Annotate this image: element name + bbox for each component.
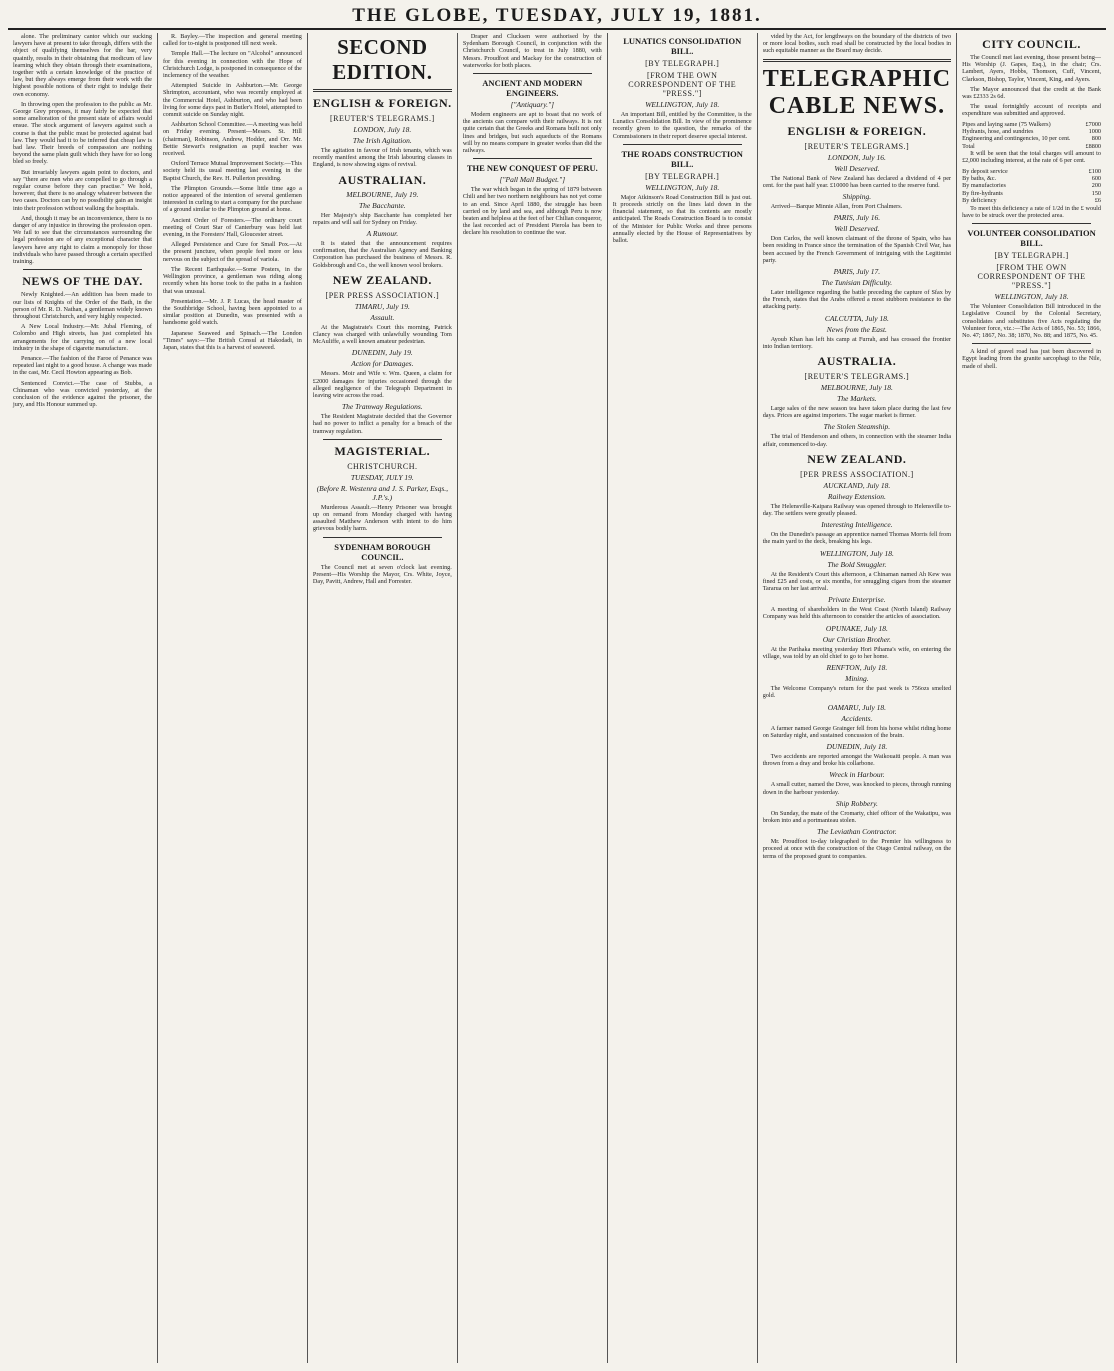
list-item: By manufactories 200 [962, 182, 1101, 190]
list-item: By fire-hydrants 150 [962, 189, 1101, 197]
subheading: The Leviathan Contractor. [817, 827, 897, 837]
dateline: MELBOURNE, July 19. [346, 189, 419, 199]
column-1 [8, 33, 158, 1363]
section-heading: THE ROADS CONSTRUCTION BILL. [621, 148, 743, 169]
dateline: LONDON, July 16. [827, 152, 886, 162]
subheading: The Markets. [837, 394, 877, 404]
subheading: Well Deserved. [834, 163, 880, 173]
article-text: It is stated that the announcement requires confirmation, that the Australian Agency and Banking Corporation has purchased the business of Messrs. R. Goldsbrough and Co., the well known wool brokers. [312, 240, 452, 269]
section-heading: TELEGRAPHIC [762, 65, 952, 92]
dateline: AUCKLAND, July 18. [823, 480, 891, 490]
subheading: Wreck in Harbour. [829, 770, 885, 780]
dateline: LONDON, July 18. [353, 125, 412, 134]
subheading: News from the East. [826, 324, 887, 334]
article-text: Her Majesty's ship Bacchante has completed her repairs and will sail for Sydney on Friday. [312, 211, 452, 226]
agency-line: [REUTER'S TELEGRAMS.] [804, 372, 910, 382]
column-7 [957, 33, 1106, 1363]
bench-line: (Before R. Westenra and J. S. Parker, Esqs., J.P.'s.) [316, 483, 448, 502]
dateline: CALCUTTA, July 18. [824, 313, 889, 323]
section-heading: MAGISTERIAL. [334, 443, 431, 458]
article-text: Presentation.—Mr. J. P. Lucas, the head master of the Southbridge School, having been appointed to a similar position at Dunedin, was presented with a handsome gold watch. [162, 297, 302, 327]
dateline: WELLINGTON, July 18. [645, 100, 720, 109]
article-text: A kind of gravel road has just been discovered in Egypt leading from the granite sarcophagi to the Nile, made of shell. [962, 348, 1101, 370]
article-text: Newly Knighted.—An addition has been made to our lists of Knights of the Order of the Bath, in the person of Mr. R. D. Nathan, a gentleman widely known throughout Christchurch, and very highly respected. [13, 291, 152, 320]
subheading: The Bacchante. [359, 200, 406, 210]
subheading: Mining. [845, 674, 869, 684]
article-text: A small cutter, named the Dove, was knocked to pieces, through running down in the harbour yesterday. [762, 781, 952, 796]
article-text: Large sales of the new season tea have taken place during the last few days. Prices are against importers. The sugar market is firmer. [762, 405, 952, 420]
subheading: CHRISTCHURCH. [347, 461, 418, 471]
list-item: By deposit service £100 [962, 167, 1101, 175]
section-heading: ENGLISH & FOREIGN. [787, 123, 927, 138]
article-text: The Recent Earthquake.—Some Posters, in the Wellington province, a gentleman was riding along recently when his horse took to the paths in a fashion that was unusual. [162, 265, 302, 295]
dateline: PARIS, July 16. [833, 213, 881, 223]
article-text: The Mayor announced that the credit at the Bank was £2333 2s 6d. [962, 85, 1101, 101]
section-heading: CITY COUNCIL. [982, 37, 1081, 51]
article-text: At the Resident's Court this afternoon, a Chinaman named Ah Kew was fined £25 and costs, or six months, for smuggling cigars from the steamer Tararua on her last arrival. [762, 570, 952, 593]
divider [313, 89, 452, 92]
column-6 [758, 33, 957, 1363]
article-text: Major Atkinson's Road Construction Bill is just out. It proceeds strictly on the lines laid down in the financial statement, so that its contents are mostly anticipated. The Roads Construction Board is to consist of the Minister for Public Works and three persons annually elected by the House of Representatives by ballot. [612, 193, 752, 245]
article-text: The trial of Henderson and others, in connection with the steamer India affair, commenced to-day. [762, 433, 952, 448]
section-heading: NEW ZEALAND. [807, 451, 907, 466]
divider [473, 73, 592, 74]
subheading: ["Antiquary."] [510, 100, 555, 110]
dateline: WELLINGTON, July 18. [645, 182, 720, 192]
list-item: Engineering and contingencies, 10 per cent. 800 [962, 135, 1101, 143]
article-text: Temple Hall.—The lecture on "Alcohol" announced for this evening in connection with the Hope of Christchurch Lodge, is postponed in consequence of the inclemency of the weather. [162, 50, 302, 80]
divider [763, 59, 951, 62]
section-heading: ANCIENT AND MODERN ENGINEERS. [482, 78, 583, 99]
article-text: An important Bill, entitled by the Committee, is the Lunatics Consolidation Bill. In view of the prominence recently given to the question, the remarks of the Commissioners in their report deserve special interest. [612, 111, 752, 140]
article-text: A meeting of shareholders in the West Coast (North Island) Railway Company was held this afternoon to consider the articles of association. [762, 606, 952, 621]
section-heading: NEW ZEALAND. [332, 272, 432, 287]
article-text: Draper and Clucksen were authorised by the Sydenham Borough Council, in conjunction with the Christchurch Council, to treat in July 1880, with Messrs. Proudfoot and Mackay for the construction of waterworks for both places. [462, 33, 602, 69]
column-4 [458, 33, 608, 1363]
section-heading: AUSTRALIA. [817, 354, 897, 369]
article-text: At the Magistrate's Court this morning, Patrick Clancy was charged with unlawfully wounding Tom McAuliffe, a well known amateur pedestrian. [312, 323, 452, 346]
subheading: The Tramway Regulations. [342, 402, 423, 412]
article-text: To meet this deficiency a rate of 1/2d in the £ would have to be struck over the protected area. [962, 204, 1101, 219]
agency-line: [FROM THE OWN CORRESPONDENT OF THE "PRESS."] [977, 263, 1086, 291]
column-5 [608, 33, 758, 1363]
masthead [8, 4, 1106, 30]
article-text: In throwing open the profession to the public as Mr. George Grey proposes, it may fairly be expected that some amelioration of the present state of affairs would ensue. The stock argument of lawyers against such a course is that the public must be protected against bad law. They would had it to be inferred that cheap law is bad law. Their breeds of compassion are nothing beyond the same plain guilt which they have for so long bled so freely. [13, 100, 152, 166]
divider [323, 537, 442, 538]
article-text: The Plimpton Grounds.—Some little time ago a notice appeared of the intention of several gentlemen interested in curling to start a company for the purchase of a ground similar to the Plimpton ground at home. [162, 184, 302, 214]
list-item: By baths, &c. 600 [962, 175, 1101, 183]
subheading: Our Christian Brother. [822, 634, 892, 644]
article-text: On the Dunedin's passage an apprentice named Thomas Morris fell from the main yard to the deck, breaking his legs. [762, 531, 952, 546]
list-item: Pipes and laying same (75 Walkers) £7000 [962, 120, 1101, 128]
article-text: Murderous Assault.—Henry Prisoner was brought up on remand from Monday charged with having assaulted Matthew Anderson with intent to do him grievous bodily harm. [312, 503, 452, 533]
article-text: Arrived—Barque Minnie Allan, from Port Chalmers. [770, 203, 903, 211]
article-text: Mr. Proudfoot to-day telegraphed to the Premier his willingness to proceed at once with the construction of the Otago Central railway, on the terms of the proposed grant to companies. [762, 838, 952, 860]
subheading: Shipping. [842, 192, 872, 202]
subheading: Interesting Intelligence. [821, 520, 893, 530]
list-item: Total £8800 [962, 142, 1101, 150]
article-text: The Welcome Company's return for the past week is 756ozs smelted gold. [762, 685, 952, 700]
section-heading: VOLUNTEER CONSOLIDATION BILL. [967, 228, 1096, 249]
article-text: Later intelligence regarding the battle preceding the capture of Sfax by the French, states that the Arabs offered a most stubborn resistance to the attacking party. [762, 289, 952, 311]
article-text: The Helensville-Kaipara Railway was opened through to Helensville to-day. The settlers were greatly pleased. [762, 502, 952, 518]
article-text: Japanese Seaweed and Spinach.—The London "Times" says:—The British Consul at Hakodadi, in Japan, states that this is a harvest of seaweed. [162, 329, 302, 351]
agency-line: [BY TELEGRAPH.] [645, 171, 720, 181]
dateline: DUNEDIN, July 18. [826, 741, 888, 751]
subheading: The Bold Smuggler. [827, 559, 887, 569]
subheading: The Stolen Steamship. [823, 422, 891, 432]
divider [473, 158, 592, 159]
dateline: DUNEDIN, July 19. [351, 348, 413, 358]
article-text: Ashburton School Committee.—A meeting was held on Friday evening. Present—Messrs. St. Hill (chairman), Robinson, Andrew, Hodder, and Orr. Mr. Bettie Stewart's resignation as pupil teacher was received. [162, 121, 302, 158]
article-text: Ancient Order of Foresters.—The ordinary court meeting of Court Star of Canterbury was held last evening, in the Foresters' Hall, Gloucester street. [162, 216, 302, 239]
section-heading: LUNATICS CONSOLIDATION BILL. [623, 36, 742, 56]
subheading: Assault. [370, 312, 395, 322]
article-text: R. Bayley.—The inspection and general meeting called for to-night is postponed till next week. [162, 33, 302, 48]
list-item: By deficiency £6 [962, 197, 1101, 205]
agency-line: [PER PRESS ASSOCIATION.] [325, 290, 440, 300]
columns [8, 33, 1106, 1363]
article-text: Don Carlos, the well known claimant of the throne of Spain, who has been residing in France since the termination of the Spanish Civil War, has been accused by the French Government of intriguing with the Legitimist party. [762, 235, 952, 264]
section-heading: CABLE NEWS. [768, 92, 946, 119]
revenue-list [962, 168, 1101, 205]
section-heading: AUSTRALIAN. [338, 172, 427, 187]
article-text: It will be seen that the total charges will amount to £2,000 including interest, at the rate of 6 per cent. [962, 150, 1101, 165]
dateline: WELLINGTON, July 18. [994, 292, 1069, 302]
column-3 [308, 33, 458, 1363]
masthead-title: THE GLOBE, TUESDAY, JULY 19, 1881. [352, 5, 762, 26]
subheading: Well Deserved. [834, 224, 880, 234]
section-heading: THE NEW CONQUEST OF PERU. [466, 163, 598, 174]
article-text: A farmer named George Grainger fell from his horse whilst riding home on Saturday night, and sustained concussion of the brain. [762, 724, 952, 739]
subheading: Railway Extension. [827, 491, 886, 501]
subheading: ["Pall Mall Budget."] [499, 175, 566, 185]
article-text: The National Bank of New Zealand has declared a dividend of 4 per cent. for the past half year. £10000 has been carried to the reserve fund. [762, 174, 952, 189]
dateline: WELLINGTON, July 18. [819, 548, 894, 558]
article-text: alone. The preliminary cantor which our sucking lawyers have at present to take through, differs with the object of qualifying themselves for the bar, very quaintly, results in their obtaining that modicum of law learning which they obtain through their examinations, together with a certain knowledge of the practice of law, but they always emerge from their work with the highest possible notions of their right to indulge their own economy. [13, 33, 152, 98]
article-text: Modern engineers are apt to boast that no work of the ancients can compare with their railways. It is not quite certain that the Greeks and Romans built not only lines and bridges, but such aqueducts of the Romans will by no means compare in greater works than did the railways. [462, 111, 602, 155]
dateline: OPUNAKE, July 18. [825, 623, 888, 633]
dateline: MELBOURNE, July 18. [820, 383, 893, 393]
article-text: But invariably lawyers again point to doctors, and say "there are men who are compelled to go through a regular course before they can practise." We hold, however, that there is no analogy whatever between the two cases. Doctors can by no possibility gain an insight into their profession without walking the hospitals. [13, 168, 152, 212]
article-text: The Resident Magistrate decided that the Governor had no power to inflict a penalty for a breach of the tramway regulation. [312, 413, 452, 435]
agency-line: [REUTER'S TELEGRAMS.] [804, 141, 910, 151]
article-text: The Council met last evening, those present being—His Worship (J. Gapes, Esq.), in the chair; Crs. Lambert, Ayers, Hobbs, Thomson, Cuff, Vincent, Clarkson, Bishop, Taylor, Vincent, King, and Ayers. [962, 54, 1101, 83]
article-text: The usual fortnightly account of receipts and expenditure was submitted and approved. [962, 103, 1101, 118]
article-text: The war which began in the spring of 1879 between Chili and her two northern neighbours has not yet come to an end. Since April 1880, the struggle has been carried on by land and sea, and although Peru is now beaten and helpless at the feet of her Chilian conqueror, the last recorded act of President Pierola has been to declare his resolution to continue the war. [462, 186, 602, 237]
article-text: Penance.—The fashion of the Faroe of Penance was repeated last night to a good house. A change was made in the cast, Mr. Cecil Howton appearing as Bob. [13, 354, 152, 377]
article-text: A New Local Industry.—Mr. Jubal Fleming, of Colombo and High streets, has just completed his arrangements for the carrying on of a new local industry in the shape of cigarette manufacture. [13, 323, 152, 352]
section-heading: NEWS OF THE DAY. [22, 274, 143, 289]
article-text: vided by the Act, for lengthways on the boundary of the districts of two or more local bodies, such road shall be constructed by the local bodies in such equitable manner as the Board may decide. [762, 33, 952, 55]
dateline: TUESDAY, JULY 19. [350, 472, 414, 482]
agency-line: [BY TELEGRAPH.] [645, 59, 720, 68]
article-text: The agitation in favour of Irish tenants, which was recently manifest among the Irish labouring classes in England, is now showing signs of revival. [312, 147, 452, 169]
article-text: Sentenced Convict.—The case of Stubbs, a Chinaman who was convicted yesterday, at the conclusion of the evidence against the prisoner, the jury, and His Honour summed up. [13, 379, 152, 409]
article-text: The Council met at seven o'clock last evening. Present—His Worship the Mayor, Crs. White, Joyce, Day, Pavitt, Andrew, Hall and Forrester. [312, 563, 452, 586]
article-text: At the Parihaka meeting yesterday Hori Pihama's wife, on entering the village, was told by an old chief to go to her home. [762, 645, 952, 660]
section-heading: SECOND EDITION. [332, 35, 433, 84]
article-text: Ayoub Khan has left his camp at Furrah, and has crossed the frontier into Indian territory. [762, 335, 952, 350]
article-text: Alleged Persistence and Cure for Small Pox.—At the present juncture, when people feel more or less nervous on the subject of the spread of variola. [162, 241, 302, 263]
article-text: On Sunday, the mate of the Cromarty, chief officer of the Wakatipu, was broken into and a portmanteau stolen. [762, 809, 952, 824]
article-text: Attempted Suicide in Ashburton.—Mr. George Shrimpton, accountant, who was recently employed at the Commercial Hotel, Ashburton, and who had been living for some days past in Butler's Hotel, attempted to commit suicide on Sunday night. [162, 82, 302, 119]
article-text: Messrs. Moir and Wife v. Wm. Queen, a claim for £2000 damages for injuries occasioned through the alleged negligence of the Telegraph Department in leaving wire across the road. [312, 370, 452, 400]
article-text: The Volunteer Consolidation Bill introduced in the Legislative Council by the Colonial Secretary, consolidates and substitutes five Acts regulating the Volunteer force, viz.:—The Acts of 1865, No. 53; 1866, No. 47; 1867, No. 38; 1870, No. 88; and 1875, No. 45. [962, 303, 1101, 339]
divider [972, 223, 1091, 224]
subheading: The Irish Agitation. [352, 136, 412, 145]
dateline: PARIS, July 17. [833, 267, 881, 277]
list-item: Hydrants, hose, and sundries 1000 [962, 128, 1101, 136]
subheading: Private Enterprise. [828, 595, 886, 605]
section-heading: ENGLISH & FOREIGN. [313, 96, 452, 110]
article-text: Two accidents are reported amongst the Waikouaiti people. A man was thrown from a dray and broke his collarbone. [762, 752, 952, 768]
divider [23, 269, 142, 270]
divider [323, 439, 442, 440]
subheading: Ship Robbery. [835, 798, 878, 808]
divider [972, 343, 1091, 344]
dateline: RENFTON, July 18. [826, 663, 888, 673]
section-heading: SYDENHAM BOROUGH COUNCIL. [334, 541, 431, 562]
subheading: Action for Damages. [351, 359, 414, 369]
dateline: OAMARU, July 18. [827, 702, 887, 712]
cost-list [962, 121, 1101, 151]
dateline: TIMARU, July 19. [354, 301, 410, 311]
divider [623, 144, 742, 145]
agency-line: [REUTER'S TELEGRAMS.] [330, 114, 435, 123]
subheading: The Tunisian Difficulty. [821, 278, 893, 288]
subheading: Accidents. [841, 713, 873, 723]
agency-line: [FROM THE OWN CORRESPONDENT OF THE "PRESS."] [628, 71, 737, 98]
article-text: And, though it may be an inconvenience, there is no danger of any injustice in throwing the profession open. We fail to see that the circumstances surrounding the legal profession are of any exceptional character that lawyers have any right to claim a monopoly for those individuals who have passed through a certain specified training. [13, 214, 152, 266]
article-text: Oxford Terrace Mutual Improvement Society.—This society held its usual meeting last evening in the Baptist Church, the Rev. H. Pullerton presiding. [162, 160, 302, 182]
agency-line: [PER PRESS ASSOCIATION.] [800, 469, 914, 479]
column-2 [158, 33, 308, 1363]
agency-line: [BY TELEGRAPH.] [994, 251, 1069, 261]
subheading: A Rumour. [366, 229, 399, 239]
